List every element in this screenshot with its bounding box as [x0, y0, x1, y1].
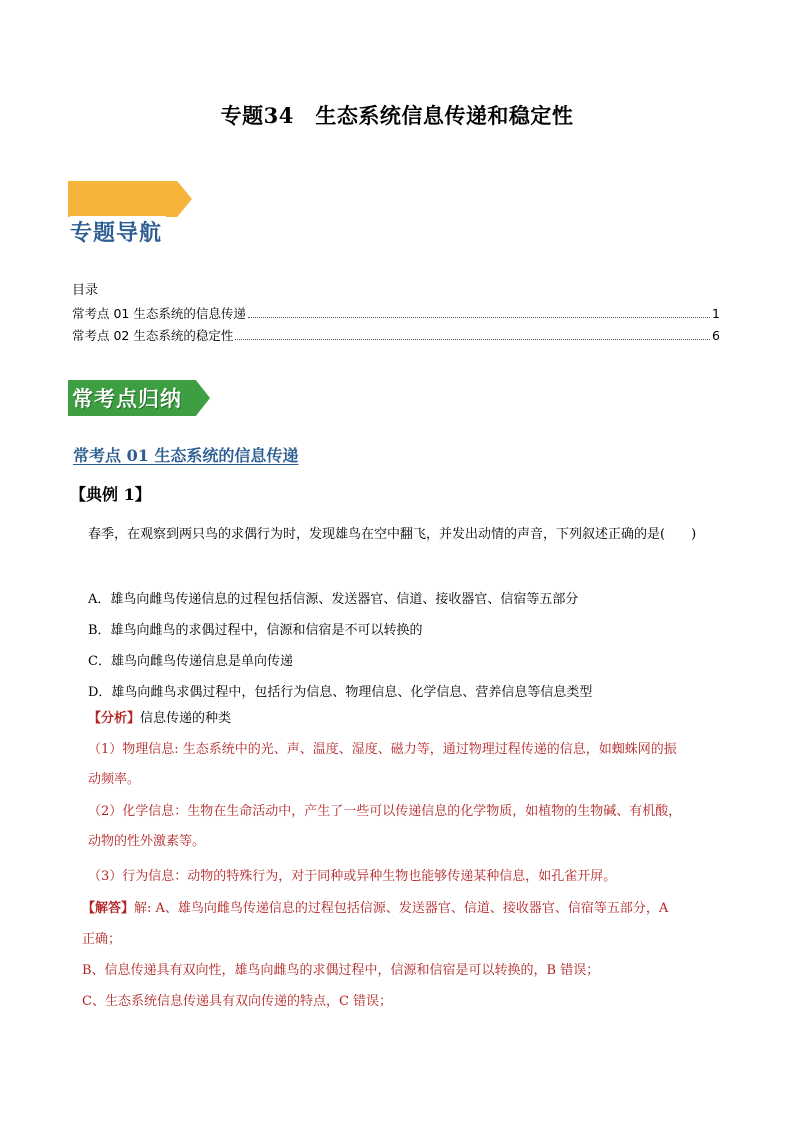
answer-l2: B、信息传递具有双向性，雄鸟向雌鸟的求偶过程中，信源和信宿是可以转换的，B 错误；: [82, 963, 600, 978]
question-text: 春季，在观察到两只鸟的求偶行为时，发现雄鸟在空中翻飞，并发出动情的声音，下列叙述正确的是( ): [88, 527, 697, 542]
toc-item-label: 常考点 01 生态系统的信息传递: [72, 306, 246, 321]
analysis-intro: 信息传递的种类: [140, 711, 232, 726]
option-a: A．雄鸟向雌鸟传递信息的过程包括信源、发送器官、信道、接收器官、信宿等五部分: [88, 592, 579, 607]
analysis-line: [88, 704, 231, 733]
toc-leader: [235, 339, 710, 340]
option-b: B．雄鸟向雌鸟的求偶过程中，信源和信宿是不可以转换的: [88, 623, 423, 638]
analysis-tag: 【分析】: [88, 711, 141, 726]
nav-banner-shape: [68, 181, 192, 217]
toc-heading: 目录: [72, 283, 99, 298]
option-d: D．雄鸟向雌鸟求偶过程中，包括行为信息、物理信息、化学信息、营养信息等信息类型: [88, 685, 593, 700]
option-c: C．雄鸟向雌鸟传递信息是单向传递: [88, 654, 293, 669]
analysis-p2b: 动物的性外激素等。: [88, 834, 206, 849]
toc-item-page: 1: [712, 306, 720, 321]
toc-item-2[interactable]: [72, 326, 720, 344]
toc-item-page: 6: [712, 328, 720, 343]
answer-l3: C、生态系统信息传递具有双向传递的特点，C 错误；: [82, 994, 393, 1009]
answer-tag: 【解答】: [82, 901, 135, 916]
toc-item-label: 常考点 02 生态系统的稳定性: [72, 328, 234, 343]
answer-l1b: 正确；: [82, 932, 122, 947]
toc-leader: [248, 317, 710, 318]
answer-l1: 解: A、雄鸟向雌鸟传递信息的过程包括信源、发送器官、信道、接收器官、信宿等五部分，A: [134, 901, 669, 916]
page-title: 专题34 生态系统信息传递和稳定性: [220, 103, 574, 128]
analysis-p1b: 动频率。: [88, 772, 141, 787]
nav-banner-label: 专题导航: [70, 216, 166, 247]
section-heading[interactable]: 常考点 01 生态系统的信息传递: [73, 446, 299, 465]
summary-banner-label: 常考点归纳: [72, 386, 182, 411]
analysis-p3: （3）行为信息：动物的特殊行为，对于同种或异种生物也能够传递某种信息，如孔雀开屏。: [88, 869, 617, 884]
example-label: 【典例 1】: [70, 485, 151, 504]
answer-line-1: [82, 894, 668, 923]
analysis-p2: （2）化学信息：生物在生命活动中，产生了一些可以传递信息的化学物质，如植物的生物碱、有机酸，: [88, 804, 682, 819]
toc-item-1[interactable]: [72, 304, 720, 322]
analysis-p1: （1）物理信息: 生态系统中的光、声、温度、湿度、磁力等，通过物理过程传递的信息，如蜘蛛网的振: [88, 742, 677, 757]
